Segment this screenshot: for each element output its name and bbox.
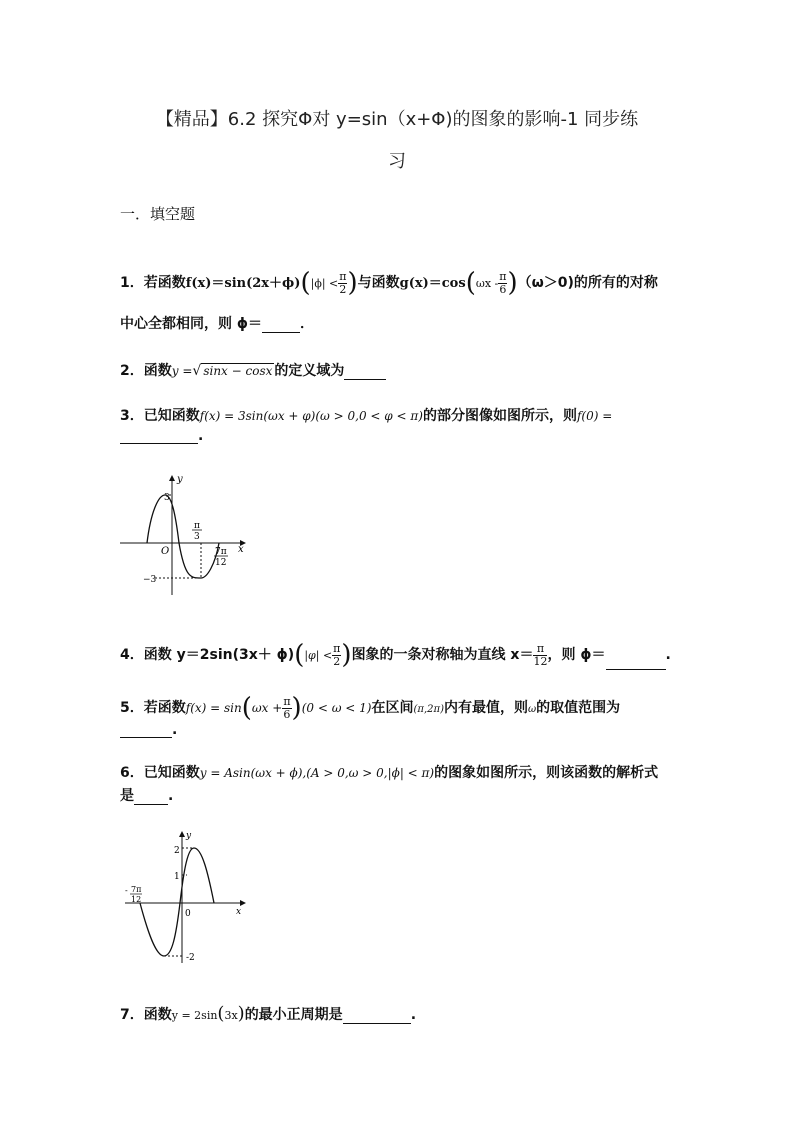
page-title: 【精品】6.2 探究Φ对 y=sin（x+Φ)的图象的影响-1 同步练 (155, 109, 639, 130)
math-expression: f(x)＝sin(2x＋ϕ) (185, 276, 301, 291)
math-expression: ωx + (251, 701, 283, 715)
x-axis-label: x (236, 907, 242, 917)
answer-blank[interactable] (262, 318, 300, 333)
question-text: 的最小正周期是 (244, 1007, 343, 1023)
question-text: 已知函数 (143, 408, 200, 424)
question-text: 的取值范围为 (536, 700, 621, 716)
math-fraction: $\frac{\pi}{6}$ (283, 694, 291, 721)
section-heading: 一．填空题 (120, 205, 196, 223)
x-tick-label: π (194, 521, 200, 531)
math-expression: f(0) = (576, 409, 613, 423)
question-text: 的图象如图所示，则该函数的解析式 (434, 765, 659, 781)
punctuation: ． (300, 316, 315, 332)
question-4: 4．函数 y＝2sin(3x＋ ϕ)(|φ| < $\frac{\pi}{2}$ )图象的一条对称轴为直线 x＝ $\frac{\pi}{12}$ ，则 ϕ＝ . (120, 640, 671, 670)
question-text: 若函数 (143, 700, 186, 716)
question-text: ，则 ϕ＝ (547, 647, 606, 663)
question-text: 是 (120, 788, 134, 804)
answer-blank[interactable] (134, 790, 168, 805)
math-fraction: $\frac{\pi}{2}$ (339, 269, 347, 296)
math-argument: 3x (224, 1009, 238, 1022)
math-expression: y = Asin(ωx + ϕ),(A > 0,ω > 0,|ϕ| < π) (199, 766, 435, 780)
answer-blank[interactable] (606, 655, 666, 670)
sine-curve (140, 848, 214, 956)
punctuation: . (665, 647, 671, 663)
math-fraction: $\frac{\pi}{6}$ (499, 269, 507, 296)
graph-2 (120, 828, 250, 968)
question-number: 2． (120, 363, 144, 379)
question-text: 内有最值，则 (444, 700, 528, 716)
question-text: 函数 y＝2sin(3x＋ ϕ) (143, 647, 295, 663)
question-1-line-2 (120, 313, 314, 333)
question-text: 在区间 (371, 700, 414, 716)
x-tick-label: 3 (194, 532, 200, 542)
punctuation: . (168, 788, 174, 804)
math-expression: f(x) = sin (185, 701, 242, 715)
x-tick-label: 12 (215, 558, 227, 568)
math-argument: ωx - (475, 277, 499, 290)
math-condition: |φ| < (304, 649, 333, 662)
question-3 (120, 405, 612, 425)
x-tick-label: 7π (215, 547, 227, 557)
math-interval: (π,2π) (413, 704, 444, 715)
math-sqrt: sinx − cosx (203, 364, 273, 378)
question-number: 1． (120, 275, 144, 291)
question-text: 函数 (143, 363, 172, 379)
question-1: 1．若函数f(x)＝sin(2x＋ϕ)(|ϕ| < $\frac{\pi}{2}$ )与函数g(x)＝cos(ωx - $\frac{\pi}{6}$ )（ω＞0)的所有的对称 (120, 268, 658, 298)
y-axis-label: y (177, 474, 183, 485)
graph-1 (115, 470, 255, 600)
answer-blank[interactable] (344, 365, 386, 380)
x-axis-label: x (238, 544, 244, 555)
punctuation: . (172, 722, 178, 738)
y-tick-label: -2 (186, 953, 195, 963)
x-tick-label: - (125, 886, 128, 895)
sine-curve (147, 495, 219, 578)
math-expression: y = (171, 364, 193, 378)
origin-label: 0 (185, 909, 191, 919)
math-condition: |ϕ| < (310, 277, 339, 290)
math-expression: g(x)＝cos (399, 276, 466, 291)
question-text: 的部分图像如图所示，则 (422, 408, 577, 424)
y-tick-label: 3 (164, 493, 170, 503)
math-fraction: $\frac{\pi}{12}$ (533, 641, 548, 668)
x-tick-label: 7π (131, 885, 142, 894)
question-text: 中心全都相同，则 ϕ＝ (120, 316, 263, 332)
question-number: 3． (120, 408, 144, 424)
origin-label: O (161, 546, 170, 557)
math-expression: (0 < ω < 1) (301, 701, 372, 715)
question-5-line-2 (120, 722, 177, 738)
question-number: 6． (120, 765, 144, 781)
question-number: 5． (120, 700, 144, 716)
question-number: 4． (120, 647, 144, 663)
math-expression: y = 2sin (171, 1009, 218, 1022)
math-fraction: $\frac{\pi}{2}$ (333, 641, 341, 668)
question-3-line-2 (120, 428, 203, 444)
question-6-line-2 (120, 785, 173, 805)
question-text: 与函数 (357, 275, 400, 291)
question-6 (120, 762, 658, 782)
question-2: 2．函数y =√ sinx − cosx 的定义域为 (120, 360, 386, 380)
punctuation: . (410, 1007, 417, 1023)
question-5: 5．若函数f(x) = sin(ωx + $\frac{\pi}{6}$ )(0 < ω < 1)在区间(π,2π)内有最值，则ω的取值范围为 (120, 693, 621, 723)
question-number: 7． (120, 1007, 144, 1023)
answer-blank[interactable] (120, 429, 198, 444)
question-text: 函数 (143, 1007, 172, 1023)
y-axis-label: y (186, 831, 192, 841)
question-text: 已知函数 (143, 765, 200, 781)
answer-blank[interactable] (120, 723, 172, 738)
question-text: 的定义域为 (274, 363, 345, 379)
question-text: （ω＞0)的所有的对称 (517, 275, 658, 291)
question-text: 若函数 (143, 275, 186, 291)
page-title-continued: 习 (388, 151, 406, 172)
y-tick-label: 1 (174, 872, 180, 882)
answer-blank[interactable] (343, 1009, 411, 1024)
punctuation: . (198, 428, 204, 444)
x-tick-label: 12 (131, 895, 142, 904)
math-symbol: ω (528, 704, 537, 715)
question-7: 7．函数y = 2sin(3x)的最小正周期是 . (120, 1003, 417, 1024)
math-expression: f(x) = 3sin(ωx + φ)(ω > 0,0 < φ < π) (199, 409, 423, 423)
y-tick-label: 2 (174, 846, 180, 856)
y-tick-label: −3 (143, 575, 157, 585)
question-text: 图象的一条对称轴为直线 x＝ (351, 647, 534, 663)
